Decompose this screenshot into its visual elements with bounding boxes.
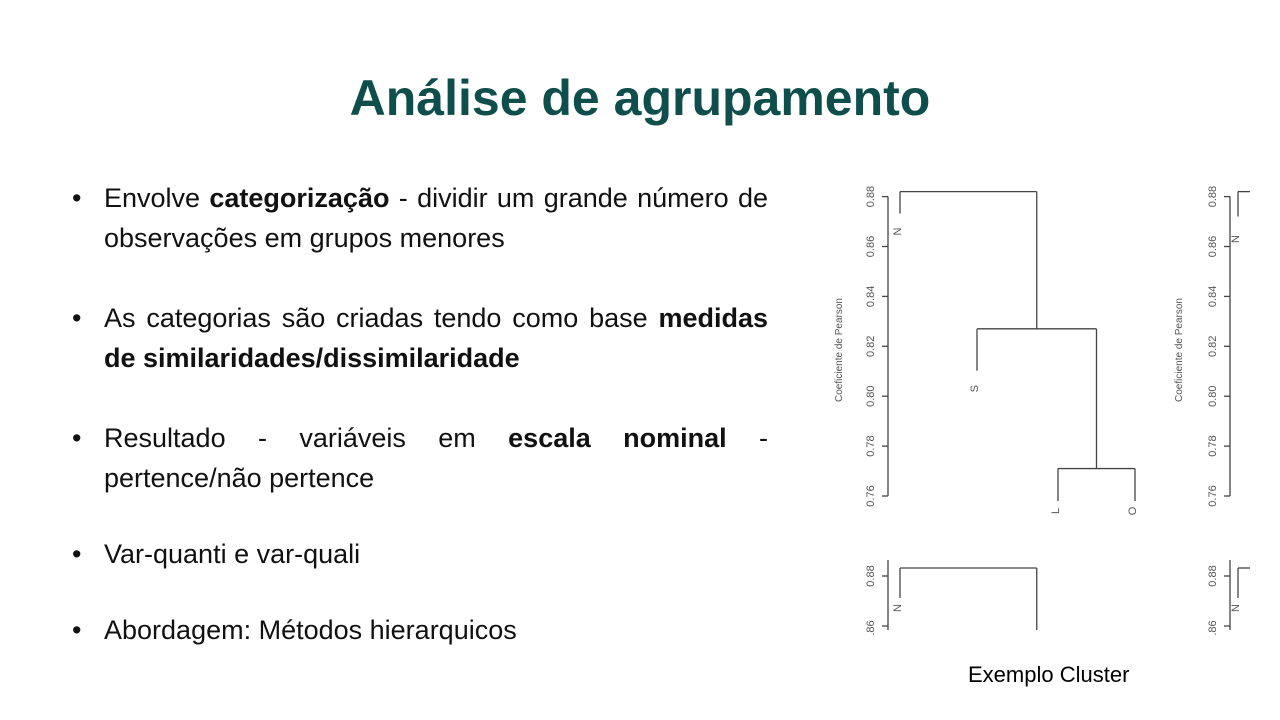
y-tick-label: 0.80 <box>1207 385 1219 407</box>
y-axis-title: Coeficiente de Pearson <box>1174 298 1185 402</box>
y-tick-label: .86 <box>1207 620 1219 636</box>
leaf-label: N <box>892 227 904 236</box>
y-tick-label: 0.78 <box>1207 435 1219 457</box>
y-tick-label: 0.82 <box>865 335 877 358</box>
y-tick-label: 0.88 <box>1207 185 1219 208</box>
y-tick-label: 0.86 <box>1207 235 1219 258</box>
y-tick-label: 0.88 <box>865 565 877 587</box>
y-tick-label: 0.86 <box>865 235 877 258</box>
bullet-text: Envolve <box>104 183 210 213</box>
dendrogram-figure <box>820 170 1250 640</box>
leaf-label: O <box>1127 506 1139 516</box>
slide-title: Análise de agrupamento <box>349 70 931 126</box>
bullet-text: Abordagem: Métodos hierarquicos <box>104 615 517 645</box>
leaf-label: N <box>892 604 904 612</box>
bullet-bold-text: medidas de similaridades/dissimilaridade <box>104 303 768 373</box>
bullet-text: As categorias são criadas tendo como base <box>104 303 659 333</box>
bullet-item <box>72 610 768 650</box>
y-tick-label: 0.76 <box>865 485 877 507</box>
bullet-list <box>72 178 768 650</box>
y-axis-title: Coeficiente de Pearson <box>834 298 845 402</box>
bullet-text: - pertence/não pertence <box>104 423 768 493</box>
leaf-label: S <box>969 385 981 393</box>
bullet-item <box>72 534 768 574</box>
bullet-item <box>72 418 768 498</box>
bullet-text: - dividir um grande número de observações em grupos menores <box>104 183 768 253</box>
y-tick-label: 0.82 <box>1207 335 1219 358</box>
bullet-item <box>72 298 768 378</box>
leaf-label: N <box>1230 235 1242 243</box>
y-tick-label: 0.76 <box>1207 485 1219 507</box>
bullet-text: Var-quanti e var-quali <box>104 539 361 569</box>
bullet-item <box>72 178 768 258</box>
leaf-label: L <box>1050 507 1062 515</box>
y-tick-label: 0.78 <box>865 435 877 457</box>
y-tick-label: .86 <box>865 620 877 636</box>
y-tick-label: 0.88 <box>1207 565 1219 587</box>
y-tick-label: 0.84 <box>1207 285 1219 308</box>
y-tick-label: 0.84 <box>865 285 877 308</box>
y-tick-label: 0.80 <box>865 385 877 407</box>
bullet-text: Resultado - variáveis em <box>104 423 509 453</box>
y-tick-label: 0.88 <box>865 185 877 208</box>
bullet-bold-text: escala nominal <box>508 423 727 453</box>
bullet-bold-text: categorização <box>209 183 390 213</box>
leaf-label: N <box>1230 604 1242 612</box>
figure-caption: Exemplo Cluster <box>968 662 1130 687</box>
